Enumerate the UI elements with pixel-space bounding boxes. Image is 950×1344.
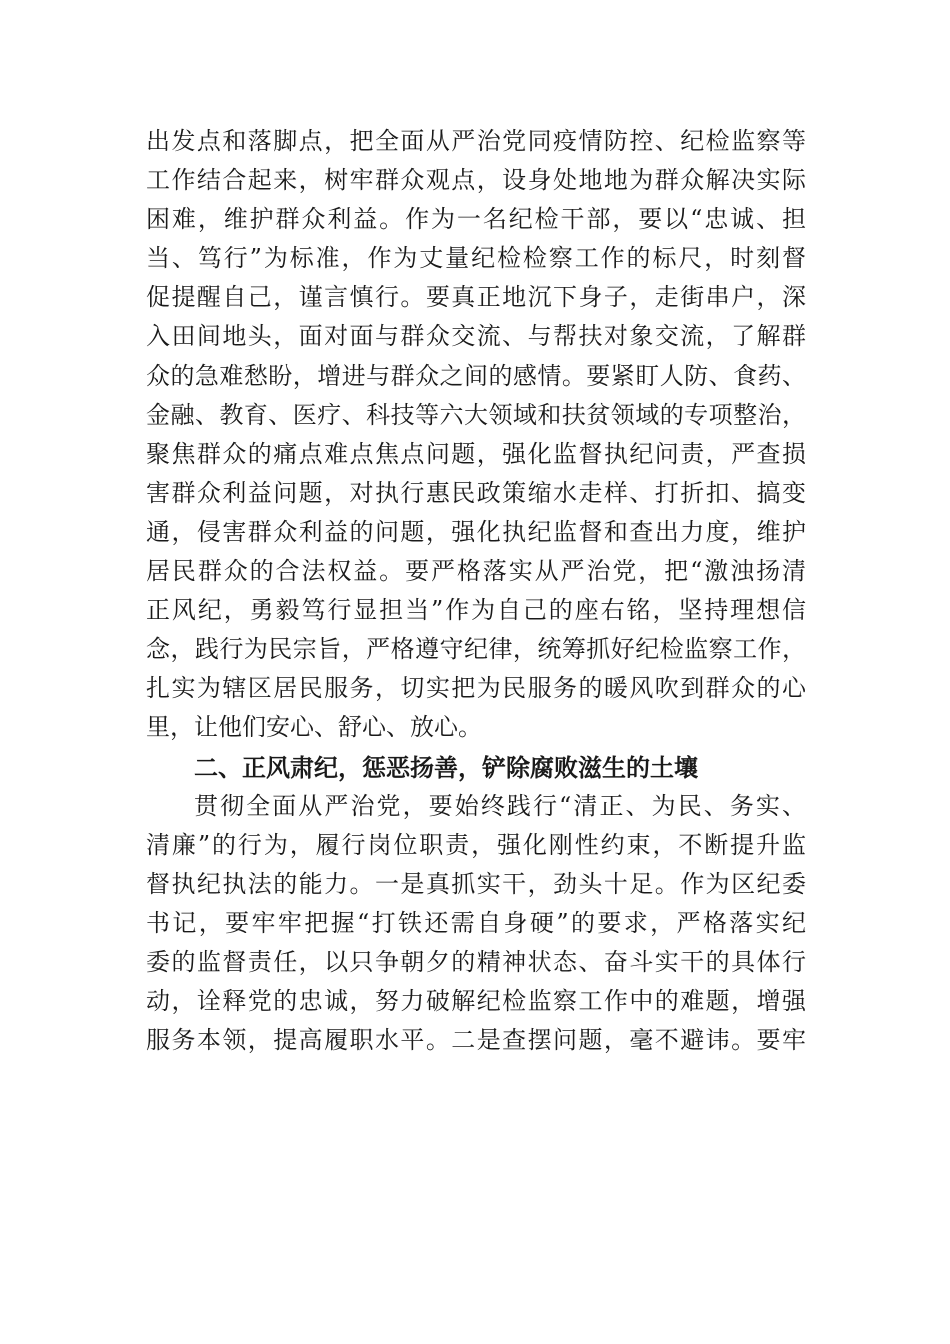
text-line: 出发点和落脚点，把全面从严治党同疫情防控、纪检监察等 bbox=[146, 127, 806, 155]
text-line: 通，侵害群众利益的问题，强化执纪监督和查出力度，维护 bbox=[146, 517, 806, 546]
text-line: 金融、教育、医疗、科技等六大领域和扶贫领域的专项整治， bbox=[146, 400, 806, 429]
text-line: 工作结合起来，树牢群众观点，设身处地地为群众解决实际 bbox=[146, 166, 806, 195]
text-line: 正风纪，勇毅笃行显担当”作为自己的座右铭，坚持理想信 bbox=[146, 596, 806, 625]
text-line: 委的监督责任，以只争朝夕的精神状态、奋斗实干的具体行 bbox=[146, 947, 806, 976]
paragraph-end-line: 里，让他们安心、舒心、放心。 bbox=[146, 713, 482, 742]
text-line: 众的急难愁盼，增进与群众之间的感情。要紧盯人防、食药、 bbox=[146, 361, 806, 390]
text-line: 困难，维护群众利益。作为一名纪检干部，要以“忠诚、担 bbox=[146, 205, 806, 234]
paragraph-first-line: 贯彻全面从严治党，要始终践行“清正、为民、务实、 bbox=[194, 791, 806, 820]
document-body bbox=[146, 122, 806, 1060]
text-line: 服务本领，提高履职水平。二是查摆问题，毫不避讳。要牢 bbox=[146, 1026, 806, 1055]
text-line: 入田间地头，面对面与群众交流、与帮扶对象交流，了解群 bbox=[146, 322, 806, 351]
text-line: 聚焦群众的痛点难点焦点问题，强化监督执纪问责，严查损 bbox=[146, 439, 806, 468]
text-line: 书记，要牢牢把握“打铁还需自身硬”的要求，严格落实纪 bbox=[146, 908, 806, 937]
text-line: 扎实为辖区居民服务，切实把为民服务的暖风吹到群众的心 bbox=[146, 674, 806, 703]
text-line: 清廉”的行为，履行岗位职责，强化刚性约束，不断提升监 bbox=[146, 830, 806, 859]
text-line: 动，诠释党的忠诚，努力破解纪检监察工作中的难题，增强 bbox=[146, 987, 806, 1016]
text-line: 当、笃行”为标准，作为丈量纪检检察工作的标尺，时刻督 bbox=[146, 244, 806, 273]
section-heading: 二、正风肃纪，惩恶扬善，铲除腐败滋生的土壤 bbox=[194, 752, 698, 782]
text-line: 居民群众的合法权益。要严格落实从严治党，把“激浊扬清 bbox=[146, 557, 806, 586]
text-line: 念，践行为民宗旨，严格遵守纪律，统筹抓好纪检监察工作， bbox=[146, 635, 806, 664]
text-line: 害群众利益问题，对执行惠民政策缩水走样、打折扣、搞变 bbox=[146, 478, 806, 507]
text-line: 促提醒自己，谨言慎行。要真正地沉下身子，走街串户，深 bbox=[146, 283, 806, 312]
text-line: 督执纪执法的能力。一是真抓实干，劲头十足。作为区纪委 bbox=[146, 869, 806, 898]
